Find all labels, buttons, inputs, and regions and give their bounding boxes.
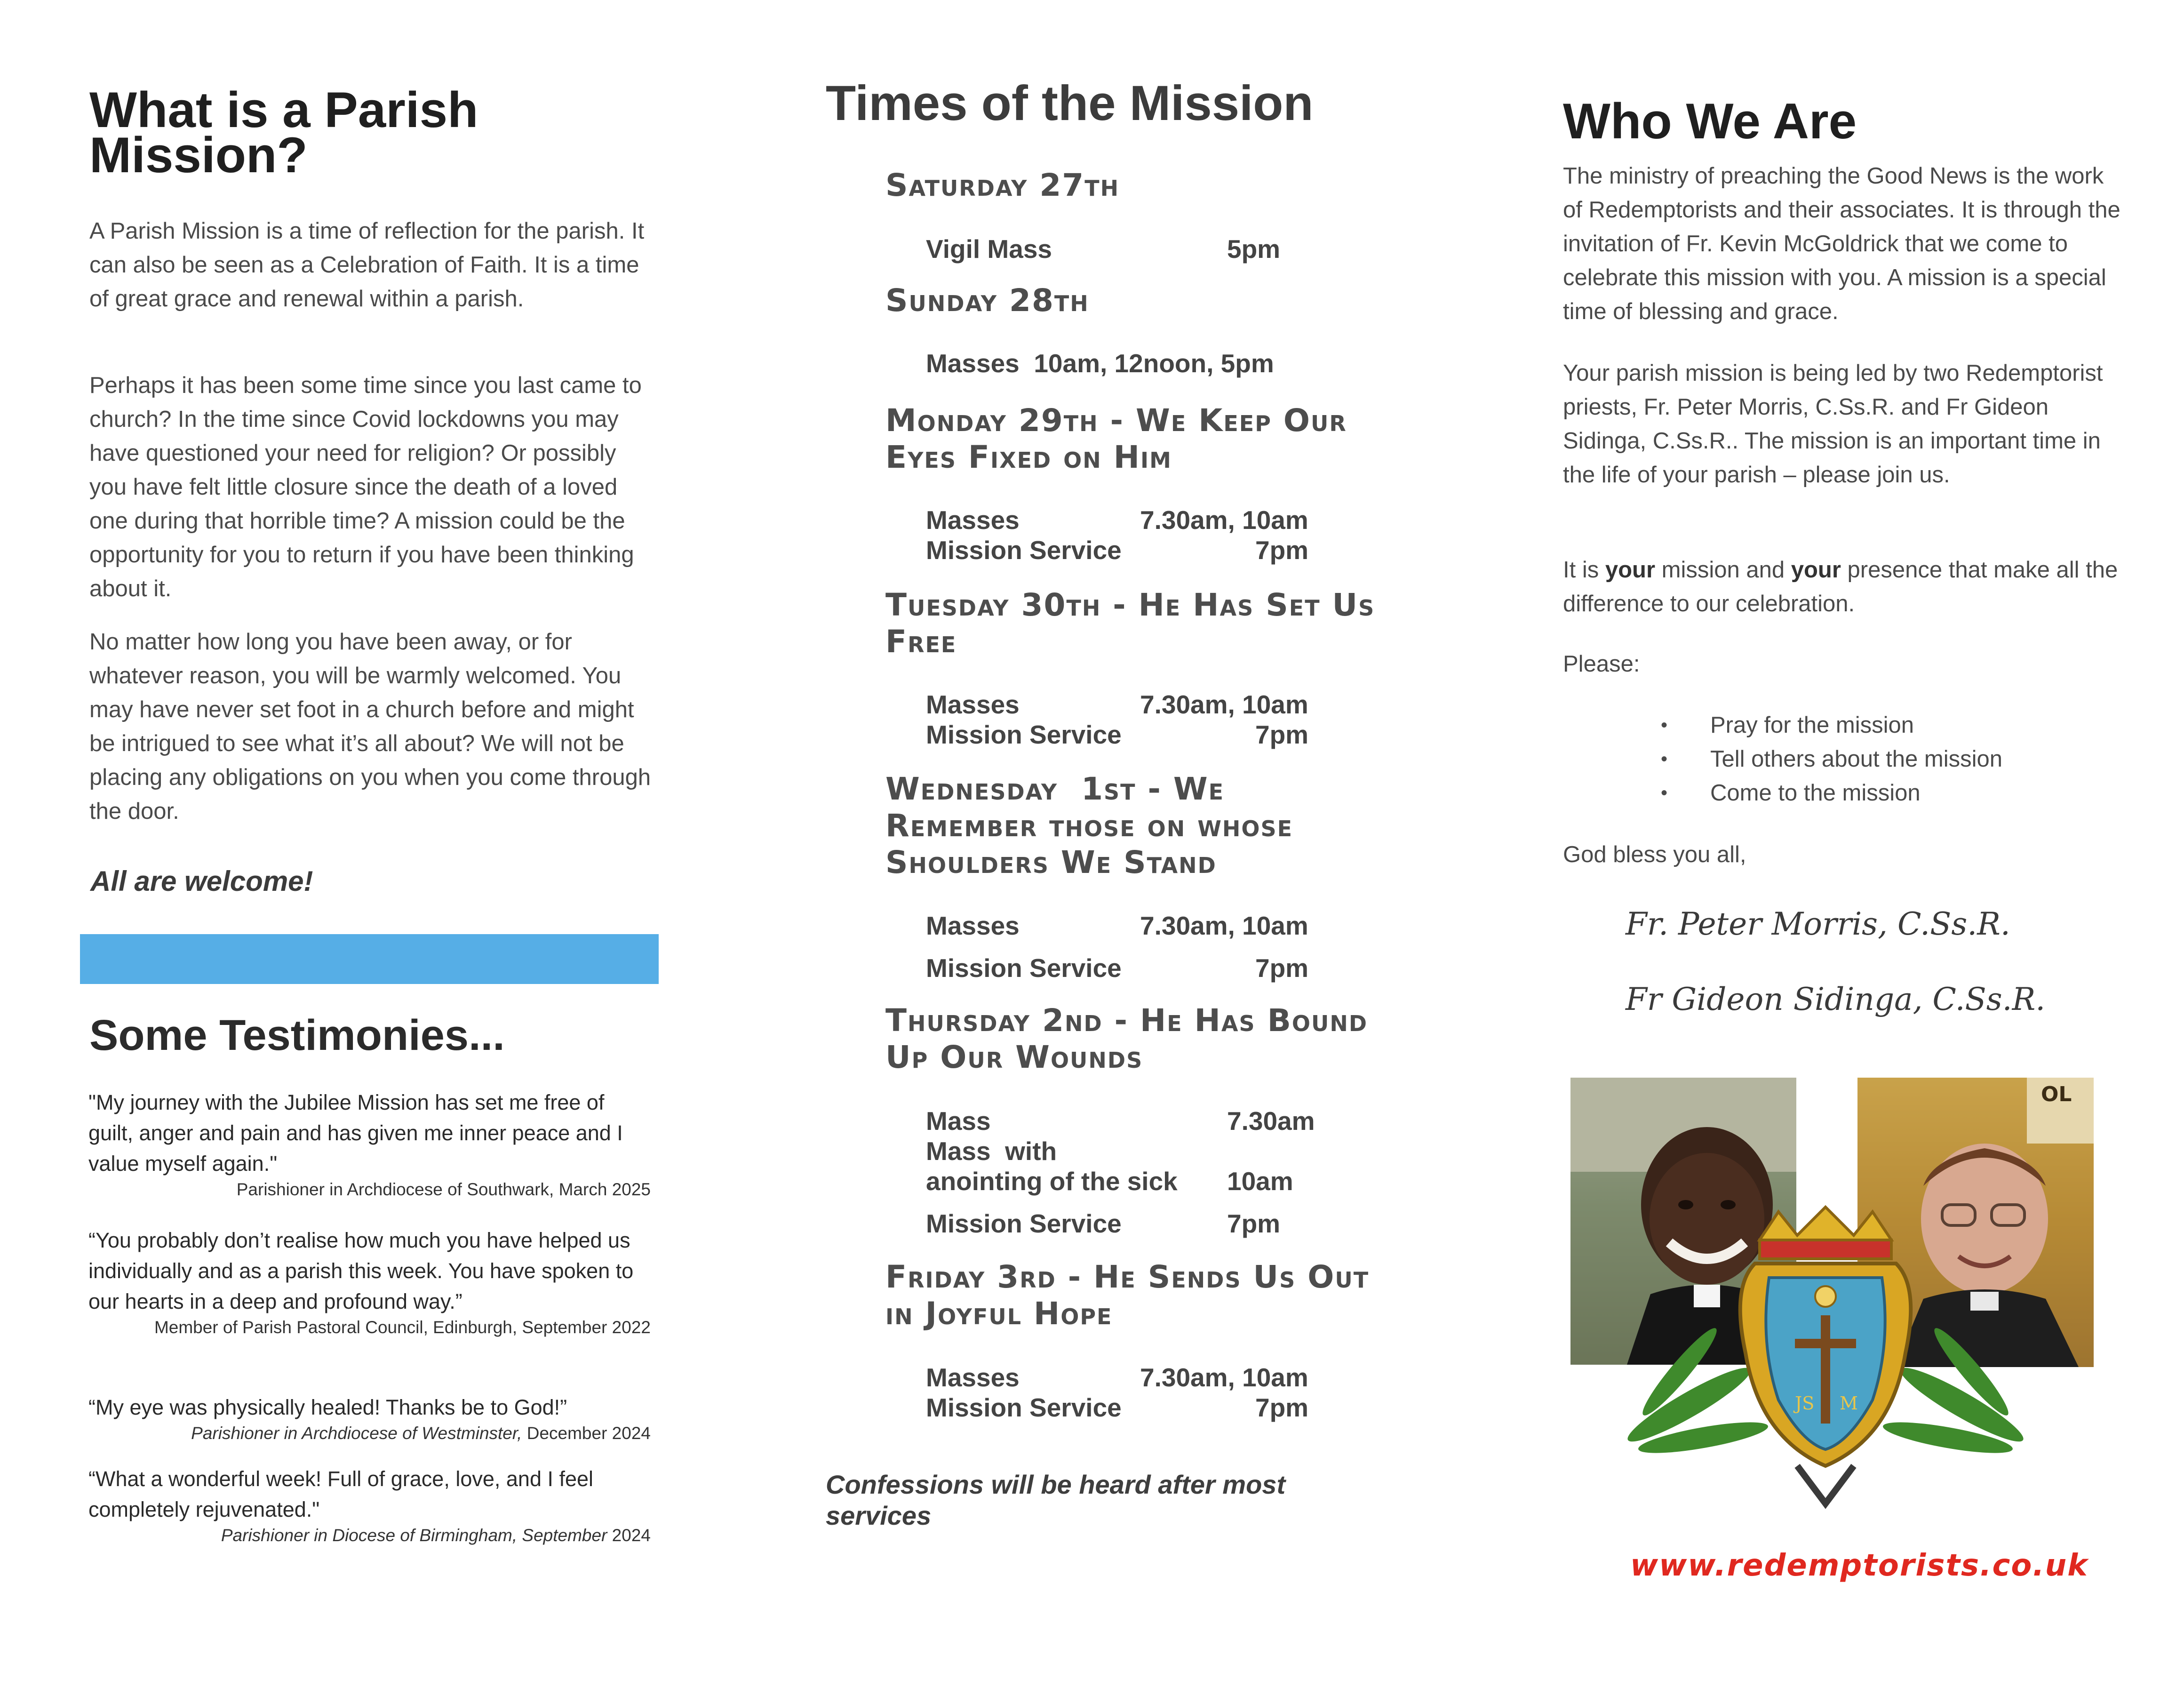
list-item: • Tell others about the mission: [1661, 742, 2084, 776]
testimony-1: [88, 1087, 651, 1200]
day-heading-tuesday: Tuesday 30th - He Has Set Us Free: [885, 587, 1375, 660]
blessing-text: God bless you all,: [1563, 842, 1746, 867]
testimonies-title: Some Testimonies...: [89, 1011, 505, 1059]
testimony-quote: "My journey with the Jubilee Mission has set me free of guilt, anger and pain and has given me inner peace and I value myself again.": [88, 1090, 623, 1176]
testimony-quote: “My eye was physically healed! Thanks be to God!”: [88, 1395, 567, 1419]
day-heading-monday: Monday 29th - We Keep Our Eyes Fixed on Him: [885, 402, 1347, 475]
middle-column: [725, 0, 1459, 1688]
welcome-text: All are welcome!: [90, 865, 313, 897]
intro-paragraph-3: No matter how long you have been away, or for whatever reason, you will be warmly welcomed. You may have never set foot in a church before and might be intrigued to see what it’s all about? We will not be placing any obligations on you when you come through the door.: [89, 629, 651, 824]
left-column: [0, 0, 725, 1688]
who-paragraph-2: Your parish mission is being led by two Redemptorist priests, Fr. Peter Morris, C.Ss.R. and Fr Gideon Sidinga, C.Ss.R.. The mission is an important time in the life of your parish – please join us.: [1563, 360, 2103, 488]
schedule-block: Mass 7.30am Mass with anointing of the sick 10am Mission Service 7pm: [926, 1106, 1315, 1238]
testimony-3: [88, 1392, 651, 1444]
intro-paragraph-1: A Parish Mission is a time of reflection for the parish. It can also be seen as a Celebration of Faith. It is a time of great grace and renewal within a parish.: [89, 218, 645, 312]
schedule-row: Masses 10am, 12noon, 5pm: [926, 349, 1274, 378]
schedule-block: Masses 7.30am, 10am Mission Service 7pm: [926, 505, 1309, 565]
request-list: [1661, 708, 2084, 810]
right-column: [1459, 0, 2184, 1688]
testimony-2: [88, 1225, 651, 1338]
schedule-block: Masses 7.30am, 10am Mission Service 7pm: [926, 911, 1309, 983]
crest-letters-js: JS: [1795, 1393, 1815, 1414]
who-we-are-title: Who We Are: [1563, 93, 1857, 149]
section-divider: [80, 934, 659, 984]
signature-peter-morris: Fr. Peter Morris, C.Ss.R.: [1626, 906, 2010, 942]
crest-letter-m: M: [1840, 1393, 1858, 1414]
testimony-attribution: Member of Parish Pastoral Council, Edinburgh, September 2022: [154, 1318, 651, 1337]
day-heading-friday: Friday 3rd - He Sends Us Out in Joyful Hope: [885, 1259, 1370, 1332]
background-sign-text: OL: [2041, 1082, 2072, 1106]
intro-paragraph-2: Perhaps it has been some time since you last came to church? In the time since Covid lockdowns you may have questioned your need for religion? Or possibly you have felt little closure since the death of a loved one during that horrible time? A mission could be the opportunity for you to return if you have been thinking about it.: [89, 373, 642, 601]
who-paragraph-1: The ministry of preaching the Good News is the work of Redemptorists and their associates. It is through the invitation of Fr. Kevin McGoldrick that we come to celebrate this mission with you. A mission is a special time of blessing and grace.: [1563, 163, 2120, 324]
testimony-quote: “What a wonderful week! Full of grace, love, and I feel completely rejuvenated.": [88, 1467, 594, 1521]
confessions-note: Confessions will be heard after most services: [826, 1470, 1286, 1530]
list-item: • Come to the mission: [1661, 776, 2084, 810]
list-item: • Pray for the mission: [1661, 708, 2084, 742]
schedule-block: Masses 7.30am, 10am Mission Service 7pm: [926, 690, 1309, 749]
website-link[interactable]: www.redemptorists.co.uk: [1630, 1548, 2088, 1583]
testimony-attribution: Parishioner in Archdiocese of Westminster, December 2024: [191, 1424, 651, 1443]
schedule-title: Times of the Mission: [826, 76, 1314, 131]
page-title: What is a Parish Mission?: [89, 81, 478, 183]
testimony-quote: “You probably don’t realise how much you have helped us individually and as a parish this week. You have spoken to our hearts in a deep and profound way.”: [88, 1228, 634, 1313]
who-paragraph-3: It is your mission and your presence that make all the difference to our celebration.: [1563, 557, 2118, 616]
testimony-4: [88, 1464, 651, 1546]
day-heading-saturday: Saturday 27th: [885, 167, 1120, 203]
please-label: Please:: [1563, 651, 1640, 677]
day-heading-sunday: Sunday 28th: [885, 282, 1089, 319]
schedule-block: Masses 7.30am, 10am Mission Service 7pm: [926, 1363, 1309, 1422]
day-heading-wednesday: Wednesday 1st - We Remember those on whose Shoulders We Stand: [885, 771, 1305, 880]
signature-gideon-sidinga: Fr Gideon Sidinga, C.Ss.R.: [1626, 981, 2046, 1017]
testimony-attribution: Parishioner in Archdiocese of Southwark, March 2025: [236, 1180, 651, 1199]
schedule-row: Vigil Mass 5pm: [926, 234, 1281, 264]
day-heading-thursday: Thursday 2nd - He Has Bound Up Our Wounds: [885, 1002, 1368, 1075]
redemptorist-crest-icon: [1618, 1202, 2033, 1513]
testimony-attribution: Parishioner in Diocese of Birmingham, September 2024: [221, 1526, 651, 1545]
